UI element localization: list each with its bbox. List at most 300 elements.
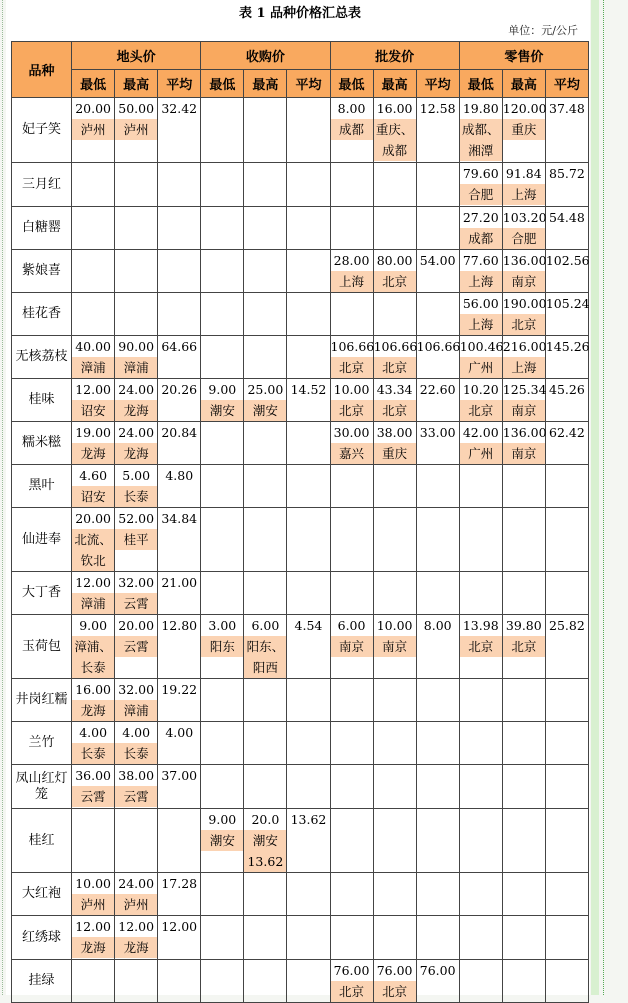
price-value: 28.00 xyxy=(333,253,370,268)
price-location: 漳浦 xyxy=(115,700,157,721)
price-cell xyxy=(158,960,201,1003)
subheader-max: 最高 xyxy=(244,70,287,98)
table-row xyxy=(12,250,589,293)
price-cell xyxy=(244,336,287,379)
price-cell xyxy=(330,422,373,465)
price-location: 北京 xyxy=(374,981,416,1002)
variety-name: 玉荷包 xyxy=(12,615,72,679)
price-cell xyxy=(115,960,158,1003)
price-cell xyxy=(373,465,416,508)
price-location: 泸州 xyxy=(115,119,157,140)
price-cell xyxy=(545,163,588,207)
price-location: 重庆、成都 xyxy=(374,119,416,161)
price-value: 10.00 xyxy=(376,618,413,633)
price-value: 79.60 xyxy=(462,166,499,181)
price-location: 北京 xyxy=(460,636,502,657)
price-value: 24.00 xyxy=(118,425,155,440)
price-value: 76.00 xyxy=(419,963,456,978)
price-cell xyxy=(373,916,416,960)
price-cell xyxy=(72,960,115,1003)
price-cell xyxy=(72,336,115,379)
price-cell xyxy=(502,809,545,873)
price-value: 16.00 xyxy=(75,682,111,697)
price-cell xyxy=(244,960,287,1003)
price-value: 120.00 xyxy=(502,101,547,116)
price-cell xyxy=(158,615,201,679)
price-cell xyxy=(545,422,588,465)
price-cell xyxy=(158,916,201,960)
price-cell xyxy=(330,508,373,572)
table-row xyxy=(12,809,589,873)
price-cell xyxy=(287,250,330,293)
price-cell xyxy=(158,98,201,163)
price-location: 广州 xyxy=(460,443,502,464)
price-value: 12.00 xyxy=(75,382,111,397)
price-cell xyxy=(72,765,115,809)
price-value: 9.00 xyxy=(79,618,108,633)
price-cell xyxy=(72,508,115,572)
price-cell xyxy=(545,916,588,960)
price-location: 长泰 xyxy=(115,743,157,764)
price-cell xyxy=(330,722,373,765)
price-value: 19.00 xyxy=(75,425,111,440)
price-location: 成都、湘潭 xyxy=(460,119,502,161)
header-group-purchase-price: 收购价 xyxy=(201,42,330,70)
subheader-avg: 平均 xyxy=(158,70,201,98)
price-location: 长泰 xyxy=(115,486,157,507)
variety-name: 三月红 xyxy=(12,163,72,207)
price-location: 漳浦 xyxy=(72,593,114,614)
price-cell xyxy=(287,98,330,163)
price-cell xyxy=(330,379,373,422)
table-row xyxy=(12,465,589,508)
price-cell xyxy=(545,809,588,873)
price-value: 6.00 xyxy=(251,618,280,633)
price-summary-table xyxy=(11,41,589,1003)
price-location: 嘉兴 xyxy=(331,443,373,464)
price-cell xyxy=(287,422,330,465)
price-cell xyxy=(287,336,330,379)
price-cell xyxy=(416,422,459,465)
price-cell xyxy=(373,422,416,465)
price-cell xyxy=(287,960,330,1003)
price-location: 成都 xyxy=(460,228,502,249)
variety-name: 兰竹 xyxy=(12,722,72,765)
price-value: 20.84 xyxy=(161,425,198,440)
price-cell xyxy=(244,163,287,207)
price-cell xyxy=(502,163,545,207)
price-value: 19.22 xyxy=(161,682,198,697)
subheader-min: 最低 xyxy=(72,70,115,98)
price-cell xyxy=(287,572,330,615)
price-cell xyxy=(158,572,201,615)
header-variety: 品种 xyxy=(12,42,72,98)
price-value: 106.66 xyxy=(416,339,461,354)
subheader-min: 最低 xyxy=(330,70,373,98)
price-location: 潮安 xyxy=(244,400,286,421)
price-location: 北京 xyxy=(503,314,545,335)
price-location: 南京 xyxy=(374,636,416,657)
price-cell xyxy=(545,207,588,250)
price-cell xyxy=(287,722,330,765)
price-cell xyxy=(459,615,502,679)
price-cell xyxy=(158,508,201,572)
price-location: 云霄 xyxy=(72,786,114,807)
price-cell xyxy=(201,465,244,508)
price-value: 13.62 xyxy=(290,812,327,827)
price-cell xyxy=(201,379,244,422)
price-cell xyxy=(330,465,373,508)
price-cell xyxy=(287,809,330,873)
price-cell xyxy=(502,722,545,765)
price-cell xyxy=(459,422,502,465)
unit-label: 单位：元/公斤 xyxy=(508,24,578,37)
price-cell xyxy=(201,873,244,916)
price-cell xyxy=(459,960,502,1003)
price-cell xyxy=(115,379,158,422)
price-cell xyxy=(158,163,201,207)
price-cell xyxy=(115,422,158,465)
price-cell xyxy=(502,572,545,615)
left-page-border xyxy=(2,0,3,995)
price-cell xyxy=(201,508,244,572)
price-value: 38.00 xyxy=(118,768,155,783)
price-value: 13.98 xyxy=(462,618,499,633)
price-location: 云霄 xyxy=(115,636,157,657)
price-value: 16.00 xyxy=(376,101,413,116)
price-cell xyxy=(158,336,201,379)
price-cell xyxy=(201,207,244,250)
price-location: 诏安 xyxy=(72,400,114,421)
price-cell xyxy=(373,98,416,163)
price-cell xyxy=(502,422,545,465)
price-cell xyxy=(502,679,545,722)
price-cell xyxy=(459,293,502,336)
price-cell xyxy=(287,765,330,809)
price-cell xyxy=(244,250,287,293)
price-cell xyxy=(158,873,201,916)
price-value: 20.26 xyxy=(161,382,198,397)
price-cell xyxy=(158,379,201,422)
subheader-max: 最高 xyxy=(373,70,416,98)
price-cell xyxy=(72,207,115,250)
price-cell xyxy=(115,336,158,379)
price-cell xyxy=(459,765,502,809)
page-edge-dotted xyxy=(603,0,604,995)
price-value: 216.00 xyxy=(502,339,547,354)
price-cell xyxy=(244,809,287,873)
price-value: 10.00 xyxy=(333,382,370,397)
header-group-field-price: 地头价 xyxy=(72,42,201,70)
price-cell xyxy=(459,916,502,960)
price-cell xyxy=(115,679,158,722)
price-location: 北京 xyxy=(460,400,502,421)
price-value: 64.66 xyxy=(161,339,198,354)
price-cell xyxy=(545,508,588,572)
price-cell xyxy=(201,722,244,765)
price-cell xyxy=(115,207,158,250)
price-cell xyxy=(244,465,287,508)
price-value: 136.00 xyxy=(502,253,547,268)
price-cell xyxy=(545,250,588,293)
price-cell xyxy=(416,960,459,1003)
table-row xyxy=(12,765,589,809)
variety-name: 无核荔枝 xyxy=(12,336,72,379)
variety-name: 仙进奉 xyxy=(12,508,72,572)
subheader-min: 最低 xyxy=(459,70,502,98)
price-location: 上海 xyxy=(503,184,545,205)
price-cell xyxy=(115,809,158,873)
price-value: 85.72 xyxy=(549,166,585,181)
price-cell xyxy=(158,722,201,765)
price-value: 34.84 xyxy=(161,511,198,526)
price-location: 南京 xyxy=(331,636,373,657)
price-location: 北京 xyxy=(331,981,373,1002)
price-location: 广州 xyxy=(460,357,502,378)
price-value: 42.00 xyxy=(462,425,499,440)
price-cell xyxy=(373,207,416,250)
price-cell xyxy=(416,207,459,250)
price-cell xyxy=(416,572,459,615)
price-cell xyxy=(545,615,588,679)
subheader-avg: 平均 xyxy=(416,70,459,98)
price-location: 长泰 xyxy=(72,743,114,764)
price-cell xyxy=(502,250,545,293)
price-cell xyxy=(244,293,287,336)
price-cell xyxy=(158,809,201,873)
price-cell xyxy=(158,422,201,465)
price-location: 南京 xyxy=(503,271,545,292)
price-location: 上海 xyxy=(331,271,373,292)
price-value: 4.60 xyxy=(79,468,108,483)
price-cell xyxy=(545,293,588,336)
price-cell xyxy=(244,916,287,960)
variety-name: 妃子笑 xyxy=(12,98,72,163)
price-cell xyxy=(416,679,459,722)
price-cell xyxy=(72,250,115,293)
table-row xyxy=(12,163,589,207)
price-value: 136.00 xyxy=(502,425,547,440)
table-row xyxy=(12,960,589,1003)
price-cell xyxy=(201,615,244,679)
price-value: 5.00 xyxy=(122,468,151,483)
price-location: 上海 xyxy=(460,271,502,292)
price-location: 北京 xyxy=(331,400,373,421)
price-cell xyxy=(416,722,459,765)
price-value: 37.48 xyxy=(549,101,585,116)
price-cell xyxy=(287,615,330,679)
price-value: 22.60 xyxy=(419,382,456,397)
price-cell xyxy=(72,722,115,765)
price-value: 4.80 xyxy=(165,468,194,483)
price-cell xyxy=(459,98,502,163)
price-cell xyxy=(502,207,545,250)
price-value: 32.42 xyxy=(161,101,198,116)
price-cell xyxy=(416,163,459,207)
price-location: 南京 xyxy=(503,443,545,464)
variety-name: 黑叶 xyxy=(12,465,72,508)
price-cell xyxy=(502,873,545,916)
price-value: 54.00 xyxy=(419,253,456,268)
price-location: 漳浦 xyxy=(72,357,114,378)
price-cell xyxy=(459,250,502,293)
price-cell xyxy=(244,379,287,422)
price-cell xyxy=(502,508,545,572)
table-row xyxy=(12,916,589,960)
price-cell xyxy=(72,98,115,163)
price-location: 北京 xyxy=(503,636,545,657)
price-cell xyxy=(287,163,330,207)
price-cell xyxy=(373,336,416,379)
price-cell xyxy=(416,293,459,336)
price-value: 33.00 xyxy=(419,425,456,440)
price-location: 潮安 xyxy=(201,830,243,851)
price-cell xyxy=(72,679,115,722)
price-cell xyxy=(459,809,502,873)
header-group-wholesale-price: 批发价 xyxy=(330,42,459,70)
price-cell xyxy=(330,98,373,163)
price-cell xyxy=(115,163,158,207)
variety-name: 红绣球 xyxy=(12,916,72,960)
price-cell xyxy=(416,873,459,916)
price-location: 泸州 xyxy=(72,894,114,915)
price-cell xyxy=(201,163,244,207)
price-cell xyxy=(72,615,115,679)
price-cell xyxy=(330,250,373,293)
price-cell xyxy=(158,250,201,293)
price-cell xyxy=(416,508,459,572)
price-location: 龙海 xyxy=(72,443,114,464)
price-value: 76.00 xyxy=(333,963,370,978)
price-value: 25.82 xyxy=(549,618,585,633)
price-value: 38.00 xyxy=(376,425,413,440)
price-location: 南京 xyxy=(503,400,545,421)
price-cell xyxy=(330,572,373,615)
price-location: 北京 xyxy=(374,357,416,378)
price-cell xyxy=(373,809,416,873)
price-value: 20.00 xyxy=(75,101,111,116)
price-cell xyxy=(545,722,588,765)
price-cell xyxy=(115,572,158,615)
price-location: 龙海 xyxy=(115,400,157,421)
price-cell xyxy=(72,572,115,615)
price-cell xyxy=(287,916,330,960)
price-value: 37.00 xyxy=(161,768,198,783)
price-value: 12.00 xyxy=(75,575,111,590)
price-cell xyxy=(201,960,244,1003)
price-cell xyxy=(287,293,330,336)
price-value: 105.24 xyxy=(545,296,590,311)
price-cell xyxy=(502,98,545,163)
price-cell xyxy=(287,873,330,916)
price-value: 6.00 xyxy=(337,618,366,633)
price-cell xyxy=(416,465,459,508)
price-cell xyxy=(201,250,244,293)
price-value: 30.00 xyxy=(333,425,370,440)
price-cell xyxy=(502,336,545,379)
table-title: 表 1 品种价格汇总表 xyxy=(238,6,362,21)
price-location: 上海 xyxy=(460,314,502,335)
price-cell xyxy=(244,873,287,916)
table-row xyxy=(12,508,589,572)
price-location: 北京 xyxy=(374,400,416,421)
price-value: 4.54 xyxy=(294,618,323,633)
price-value: 24.00 xyxy=(118,382,155,397)
subheader-max: 最高 xyxy=(115,70,158,98)
price-cell xyxy=(502,615,545,679)
price-value: 50.00 xyxy=(118,101,155,116)
price-cell xyxy=(330,207,373,250)
price-cell xyxy=(416,809,459,873)
price-cell xyxy=(416,916,459,960)
price-cell xyxy=(201,809,244,873)
price-cell xyxy=(459,163,502,207)
price-cell xyxy=(459,379,502,422)
price-value: 90.00 xyxy=(118,339,155,354)
price-value: 25.00 xyxy=(247,382,284,397)
variety-name: 井岗红糯 xyxy=(12,679,72,722)
price-value: 145.26 xyxy=(545,339,590,354)
subheader-min: 最低 xyxy=(201,70,244,98)
price-value: 4.00 xyxy=(79,725,108,740)
price-value: 12.00 xyxy=(118,919,155,934)
price-cell xyxy=(373,572,416,615)
price-cell xyxy=(373,163,416,207)
price-cell xyxy=(201,765,244,809)
price-value: 100.46 xyxy=(459,339,504,354)
table-row xyxy=(12,722,589,765)
price-value: 103.20 xyxy=(502,210,547,225)
table-row xyxy=(12,98,589,163)
price-cell xyxy=(330,960,373,1003)
price-location: 云霄 xyxy=(115,786,157,807)
price-cell xyxy=(502,960,545,1003)
price-location: 桂平 xyxy=(115,529,157,550)
price-cell xyxy=(330,873,373,916)
price-cell xyxy=(115,722,158,765)
price-cell xyxy=(201,422,244,465)
price-location: 北流、钦北 xyxy=(72,529,114,571)
subheader-max: 最高 xyxy=(502,70,545,98)
price-cell xyxy=(115,873,158,916)
price-cell xyxy=(373,722,416,765)
price-cell xyxy=(545,679,588,722)
price-value: 106.66 xyxy=(373,339,418,354)
price-location: 合肥 xyxy=(503,228,545,249)
price-cell xyxy=(545,379,588,422)
price-cell xyxy=(502,765,545,809)
header-group-retail-price: 零售价 xyxy=(459,42,588,70)
price-cell xyxy=(330,163,373,207)
price-cell xyxy=(115,293,158,336)
price-value: 32.00 xyxy=(118,682,155,697)
price-cell xyxy=(545,336,588,379)
price-cell xyxy=(158,207,201,250)
variety-name: 凤山红灯笼 xyxy=(12,765,72,809)
price-cell xyxy=(416,615,459,679)
price-value: 39.80 xyxy=(505,618,542,633)
price-cell xyxy=(158,679,201,722)
price-cell xyxy=(373,508,416,572)
price-cell xyxy=(545,765,588,809)
price-value: 12.00 xyxy=(161,919,198,934)
price-value: 62.42 xyxy=(549,425,585,440)
price-cell xyxy=(459,722,502,765)
price-location: 上海 xyxy=(503,357,545,378)
price-value: 3.00 xyxy=(208,618,237,633)
variety-name: 桂味 xyxy=(12,379,72,422)
price-value: 56.00 xyxy=(462,296,499,311)
